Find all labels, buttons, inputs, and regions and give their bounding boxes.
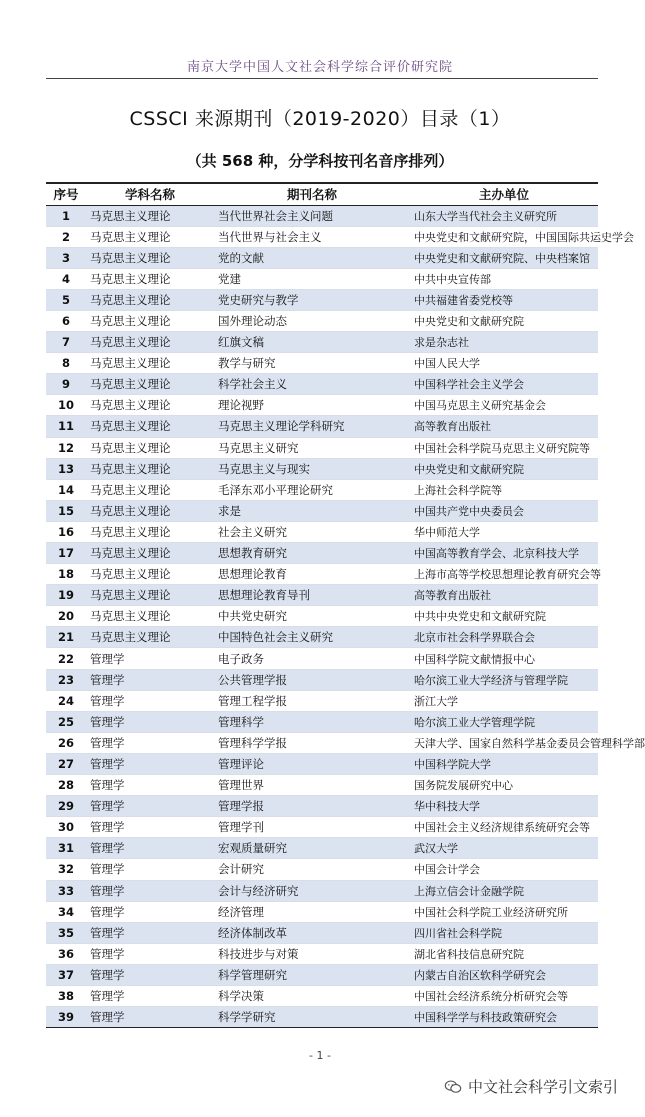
row-subject: 马克思主义理论 (86, 416, 214, 437)
row-subject: 马克思主义理论 (86, 564, 214, 585)
row-journal: 科学管理研究 (214, 964, 410, 985)
row-subject: 马克思主义理论 (86, 374, 214, 395)
watermark (444, 1076, 618, 1097)
table-row (46, 985, 598, 1006)
row-journal: 管理工程学报 (214, 690, 410, 711)
row-index: 20 (46, 606, 86, 627)
row-index: 32 (46, 859, 86, 880)
row-sponsor: 上海立信会计金融学院 (410, 880, 598, 901)
row-journal: 公共管理学报 (214, 669, 410, 690)
row-sponsor: 中国社会科学院马克思主义研究院等 (410, 437, 598, 458)
row-journal: 管理学刊 (214, 817, 410, 838)
row-index: 7 (46, 332, 86, 353)
row-sponsor: 高等教育出版社 (410, 416, 598, 437)
row-journal: 中共党史研究 (214, 606, 410, 627)
row-index: 8 (46, 353, 86, 374)
row-subject: 管理学 (86, 669, 214, 690)
row-journal: 会计与经济研究 (214, 880, 410, 901)
header-journal: 期刊名称 (214, 183, 410, 205)
row-index: 18 (46, 564, 86, 585)
row-subject: 管理学 (86, 838, 214, 859)
watermark-text: 中文社会科学引文索引 (467, 1078, 618, 1096)
row-index: 13 (46, 458, 86, 479)
table-row (46, 817, 598, 838)
row-index: 1 (46, 205, 86, 226)
page-number: - 1 - (309, 1049, 331, 1062)
row-index: 26 (46, 732, 86, 753)
row-journal: 经济体制改革 (214, 922, 410, 943)
row-subject: 管理学 (86, 711, 214, 732)
row-journal: 管理科学学报 (214, 732, 410, 753)
row-index: 22 (46, 648, 86, 669)
row-journal: 当代世界社会主义问题 (214, 205, 410, 226)
row-subject: 管理学 (86, 1007, 214, 1028)
table-row (46, 922, 598, 943)
table-row (46, 690, 598, 711)
row-index: 6 (46, 310, 86, 331)
table-row (46, 205, 598, 226)
table-row (46, 437, 598, 458)
row-sponsor: 天津大学、国家自然科学基金委员会管理科学部 (410, 732, 598, 753)
row-index: 37 (46, 964, 86, 985)
row-journal: 管理世界 (214, 775, 410, 796)
row-index: 34 (46, 901, 86, 922)
row-journal: 科学学研究 (214, 1007, 410, 1028)
row-sponsor: 中央党史和文献研究院 (410, 458, 598, 479)
table-row (46, 395, 598, 416)
table-row (46, 606, 598, 627)
row-index: 38 (46, 985, 86, 1006)
row-sponsor: 中国社会主义经济规律系统研究会等 (410, 817, 598, 838)
row-subject: 马克思主义理论 (86, 627, 214, 648)
row-sponsor: 四川省社会科学院 (410, 922, 598, 943)
table-row (46, 585, 598, 606)
header-index: 序号 (46, 183, 86, 205)
table-row (46, 332, 598, 353)
row-sponsor: 求是杂志社 (410, 332, 598, 353)
table-row (46, 500, 598, 521)
table-row (46, 416, 598, 437)
row-subject: 管理学 (86, 943, 214, 964)
row-journal: 中国特色社会主义研究 (214, 627, 410, 648)
row-journal: 国外理论动态 (214, 310, 410, 331)
row-subject: 管理学 (86, 901, 214, 922)
row-journal: 思想理论教育 (214, 564, 410, 585)
row-index: 3 (46, 247, 86, 268)
row-subject: 马克思主义理论 (86, 226, 214, 247)
table-row (46, 753, 598, 774)
row-sponsor: 华中科技大学 (410, 796, 598, 817)
row-journal: 宏观质量研究 (214, 838, 410, 859)
table-row (46, 648, 598, 669)
row-sponsor: 中央党史和文献研究院，中国国际共运史学会 (410, 226, 598, 247)
row-sponsor: 国务院发展研究中心 (410, 775, 598, 796)
row-subject: 马克思主义理论 (86, 332, 214, 353)
row-subject: 马克思主义理论 (86, 310, 214, 331)
row-index: 30 (46, 817, 86, 838)
row-sponsor: 内蒙古自治区软科学研究会 (410, 964, 598, 985)
table-row (46, 880, 598, 901)
row-journal: 思想教育研究 (214, 543, 410, 564)
row-journal: 电子政务 (214, 648, 410, 669)
row-journal: 马克思主义理论学科研究 (214, 416, 410, 437)
table-row (46, 901, 598, 922)
row-sponsor: 中国科学社会主义学会 (410, 374, 598, 395)
row-subject: 马克思主义理论 (86, 543, 214, 564)
row-subject: 马克思主义理论 (86, 521, 214, 542)
row-journal: 管理评论 (214, 753, 410, 774)
table-header-row (46, 183, 598, 205)
row-sponsor: 湖北省科技信息研究院 (410, 943, 598, 964)
row-journal: 科技进步与对策 (214, 943, 410, 964)
row-sponsor: 高等教育出版社 (410, 585, 598, 606)
row-index: 24 (46, 690, 86, 711)
row-subject: 马克思主义理论 (86, 289, 214, 310)
table-row (46, 838, 598, 859)
row-journal: 毛泽东邓小平理论研究 (214, 479, 410, 500)
table-row (46, 669, 598, 690)
row-sponsor: 中国共产党中央委员会 (410, 500, 598, 521)
row-index: 31 (46, 838, 86, 859)
table-row (46, 711, 598, 732)
row-sponsor: 中国科学院文献情报中心 (410, 648, 598, 669)
row-sponsor: 北京市社会科学界联合会 (410, 627, 598, 648)
table-row (46, 859, 598, 880)
row-sponsor: 中共中央宣传部 (410, 268, 598, 289)
row-index: 35 (46, 922, 86, 943)
row-subject: 管理学 (86, 753, 214, 774)
document-subtitle: （共 568 种，分学科按刊名音序排列） (186, 152, 454, 170)
row-index: 27 (46, 753, 86, 774)
row-index: 9 (46, 374, 86, 395)
table-row (46, 543, 598, 564)
row-index: 28 (46, 775, 86, 796)
row-journal: 马克思主义与现实 (214, 458, 410, 479)
row-sponsor: 中国科学院大学 (410, 753, 598, 774)
document-title: CSSCI 来源期刊（2019-2020）目录（1） (129, 108, 511, 130)
row-subject: 马克思主义理论 (86, 247, 214, 268)
row-sponsor: 中央党史和文献研究院、中央档案馆 (410, 247, 598, 268)
row-journal: 理论视野 (214, 395, 410, 416)
row-journal: 党的文献 (214, 247, 410, 268)
row-subject: 马克思主义理论 (86, 205, 214, 226)
table-row (46, 374, 598, 395)
table-row (46, 796, 598, 817)
row-index: 21 (46, 627, 86, 648)
header-sponsor: 主办单位 (410, 183, 598, 205)
header-institute: 南京大学中国人文社会科学综合评价研究院 (186, 60, 453, 75)
row-subject: 管理学 (86, 859, 214, 880)
table-row (46, 226, 598, 247)
row-sponsor: 中国会计学会 (410, 859, 598, 880)
row-subject: 管理学 (86, 690, 214, 711)
row-index: 23 (46, 669, 86, 690)
row-sponsor: 上海社会科学院等 (410, 479, 598, 500)
row-journal: 教学与研究 (214, 353, 410, 374)
row-journal: 科学决策 (214, 985, 410, 1006)
header-subject: 学科名称 (86, 183, 214, 205)
row-index: 14 (46, 479, 86, 500)
wechat-icon (444, 1080, 462, 1094)
row-subject: 马克思主义理论 (86, 353, 214, 374)
row-subject: 管理学 (86, 964, 214, 985)
row-journal: 求是 (214, 500, 410, 521)
row-sponsor: 中央党史和文献研究院 (410, 310, 598, 331)
row-index: 33 (46, 880, 86, 901)
row-subject: 管理学 (86, 922, 214, 943)
row-sponsor: 中国人民大学 (410, 353, 598, 374)
row-subject: 马克思主义理论 (86, 585, 214, 606)
row-journal: 管理学报 (214, 796, 410, 817)
row-journal: 党建 (214, 268, 410, 289)
row-sponsor: 浙江大学 (410, 690, 598, 711)
row-journal: 马克思主义研究 (214, 437, 410, 458)
row-index: 17 (46, 543, 86, 564)
table-body (46, 205, 645, 1028)
row-journal: 经济管理 (214, 901, 410, 922)
row-subject: 马克思主义理论 (86, 395, 214, 416)
row-index: 16 (46, 521, 86, 542)
row-subject: 管理学 (86, 648, 214, 669)
table-row (46, 268, 598, 289)
table-row (46, 564, 598, 585)
row-subject: 管理学 (86, 796, 214, 817)
table-row (46, 964, 598, 985)
row-subject: 马克思主义理论 (86, 437, 214, 458)
row-index: 25 (46, 711, 86, 732)
row-subject: 马克思主义理论 (86, 458, 214, 479)
row-subject: 管理学 (86, 775, 214, 796)
row-journal: 当代世界与社会主义 (214, 226, 410, 247)
table-row (46, 479, 598, 500)
table-row (46, 310, 598, 331)
row-journal: 社会主义研究 (214, 521, 410, 542)
row-index: 19 (46, 585, 86, 606)
row-sponsor: 中共中央党史和文献研究院 (410, 606, 598, 627)
row-index: 15 (46, 500, 86, 521)
row-index: 12 (46, 437, 86, 458)
row-index: 10 (46, 395, 86, 416)
table-row (46, 943, 598, 964)
row-journal: 会计研究 (214, 859, 410, 880)
row-subject: 管理学 (86, 880, 214, 901)
row-index: 4 (46, 268, 86, 289)
row-sponsor: 哈尔滨工业大学管理学院 (410, 711, 598, 732)
table-row (46, 247, 598, 268)
row-journal: 管理科学 (214, 711, 410, 732)
row-journal: 党史研究与教学 (214, 289, 410, 310)
journal-table (46, 182, 645, 1028)
row-index: 11 (46, 416, 86, 437)
row-subject: 马克思主义理论 (86, 606, 214, 627)
row-sponsor: 中国社会经济系统分析研究会等 (410, 985, 598, 1006)
row-subject: 马克思主义理论 (86, 500, 214, 521)
row-sponsor: 中国马克思主义研究基金会 (410, 395, 598, 416)
row-subject: 管理学 (86, 985, 214, 1006)
table-row (46, 1007, 598, 1028)
row-sponsor: 华中师范大学 (410, 521, 598, 542)
row-journal: 思想理论教育导刊 (214, 585, 410, 606)
table-row (46, 353, 598, 374)
row-sponsor: 上海市高等学校思想理论教育研究会等 (410, 564, 598, 585)
row-index: 29 (46, 796, 86, 817)
row-subject: 管理学 (86, 732, 214, 753)
row-subject: 马克思主义理论 (86, 479, 214, 500)
row-sponsor: 中国科学学与科技政策研究会 (410, 1007, 598, 1028)
table-row (46, 775, 598, 796)
row-sponsor: 哈尔滨工业大学经济与管理学院 (410, 669, 598, 690)
header-divider (46, 78, 598, 79)
row-journal: 红旗文稿 (214, 332, 410, 353)
row-subject: 马克思主义理论 (86, 268, 214, 289)
row-index: 36 (46, 943, 86, 964)
row-index: 5 (46, 289, 86, 310)
row-sponsor: 中国高等教育学会、北京科技大学 (410, 543, 598, 564)
table-row (46, 732, 598, 753)
row-sponsor: 中共福建省委党校等 (410, 289, 598, 310)
table-row (46, 521, 598, 542)
row-index: 39 (46, 1007, 86, 1028)
table-row (46, 627, 598, 648)
row-index: 2 (46, 226, 86, 247)
row-sponsor: 山东大学当代社会主义研究所 (410, 205, 598, 226)
row-sponsor: 中国社会科学院工业经济研究所 (410, 901, 598, 922)
row-journal: 科学社会主义 (214, 374, 410, 395)
table-row (46, 458, 598, 479)
row-subject: 管理学 (86, 817, 214, 838)
table-row (46, 289, 598, 310)
row-sponsor: 武汉大学 (410, 838, 598, 859)
